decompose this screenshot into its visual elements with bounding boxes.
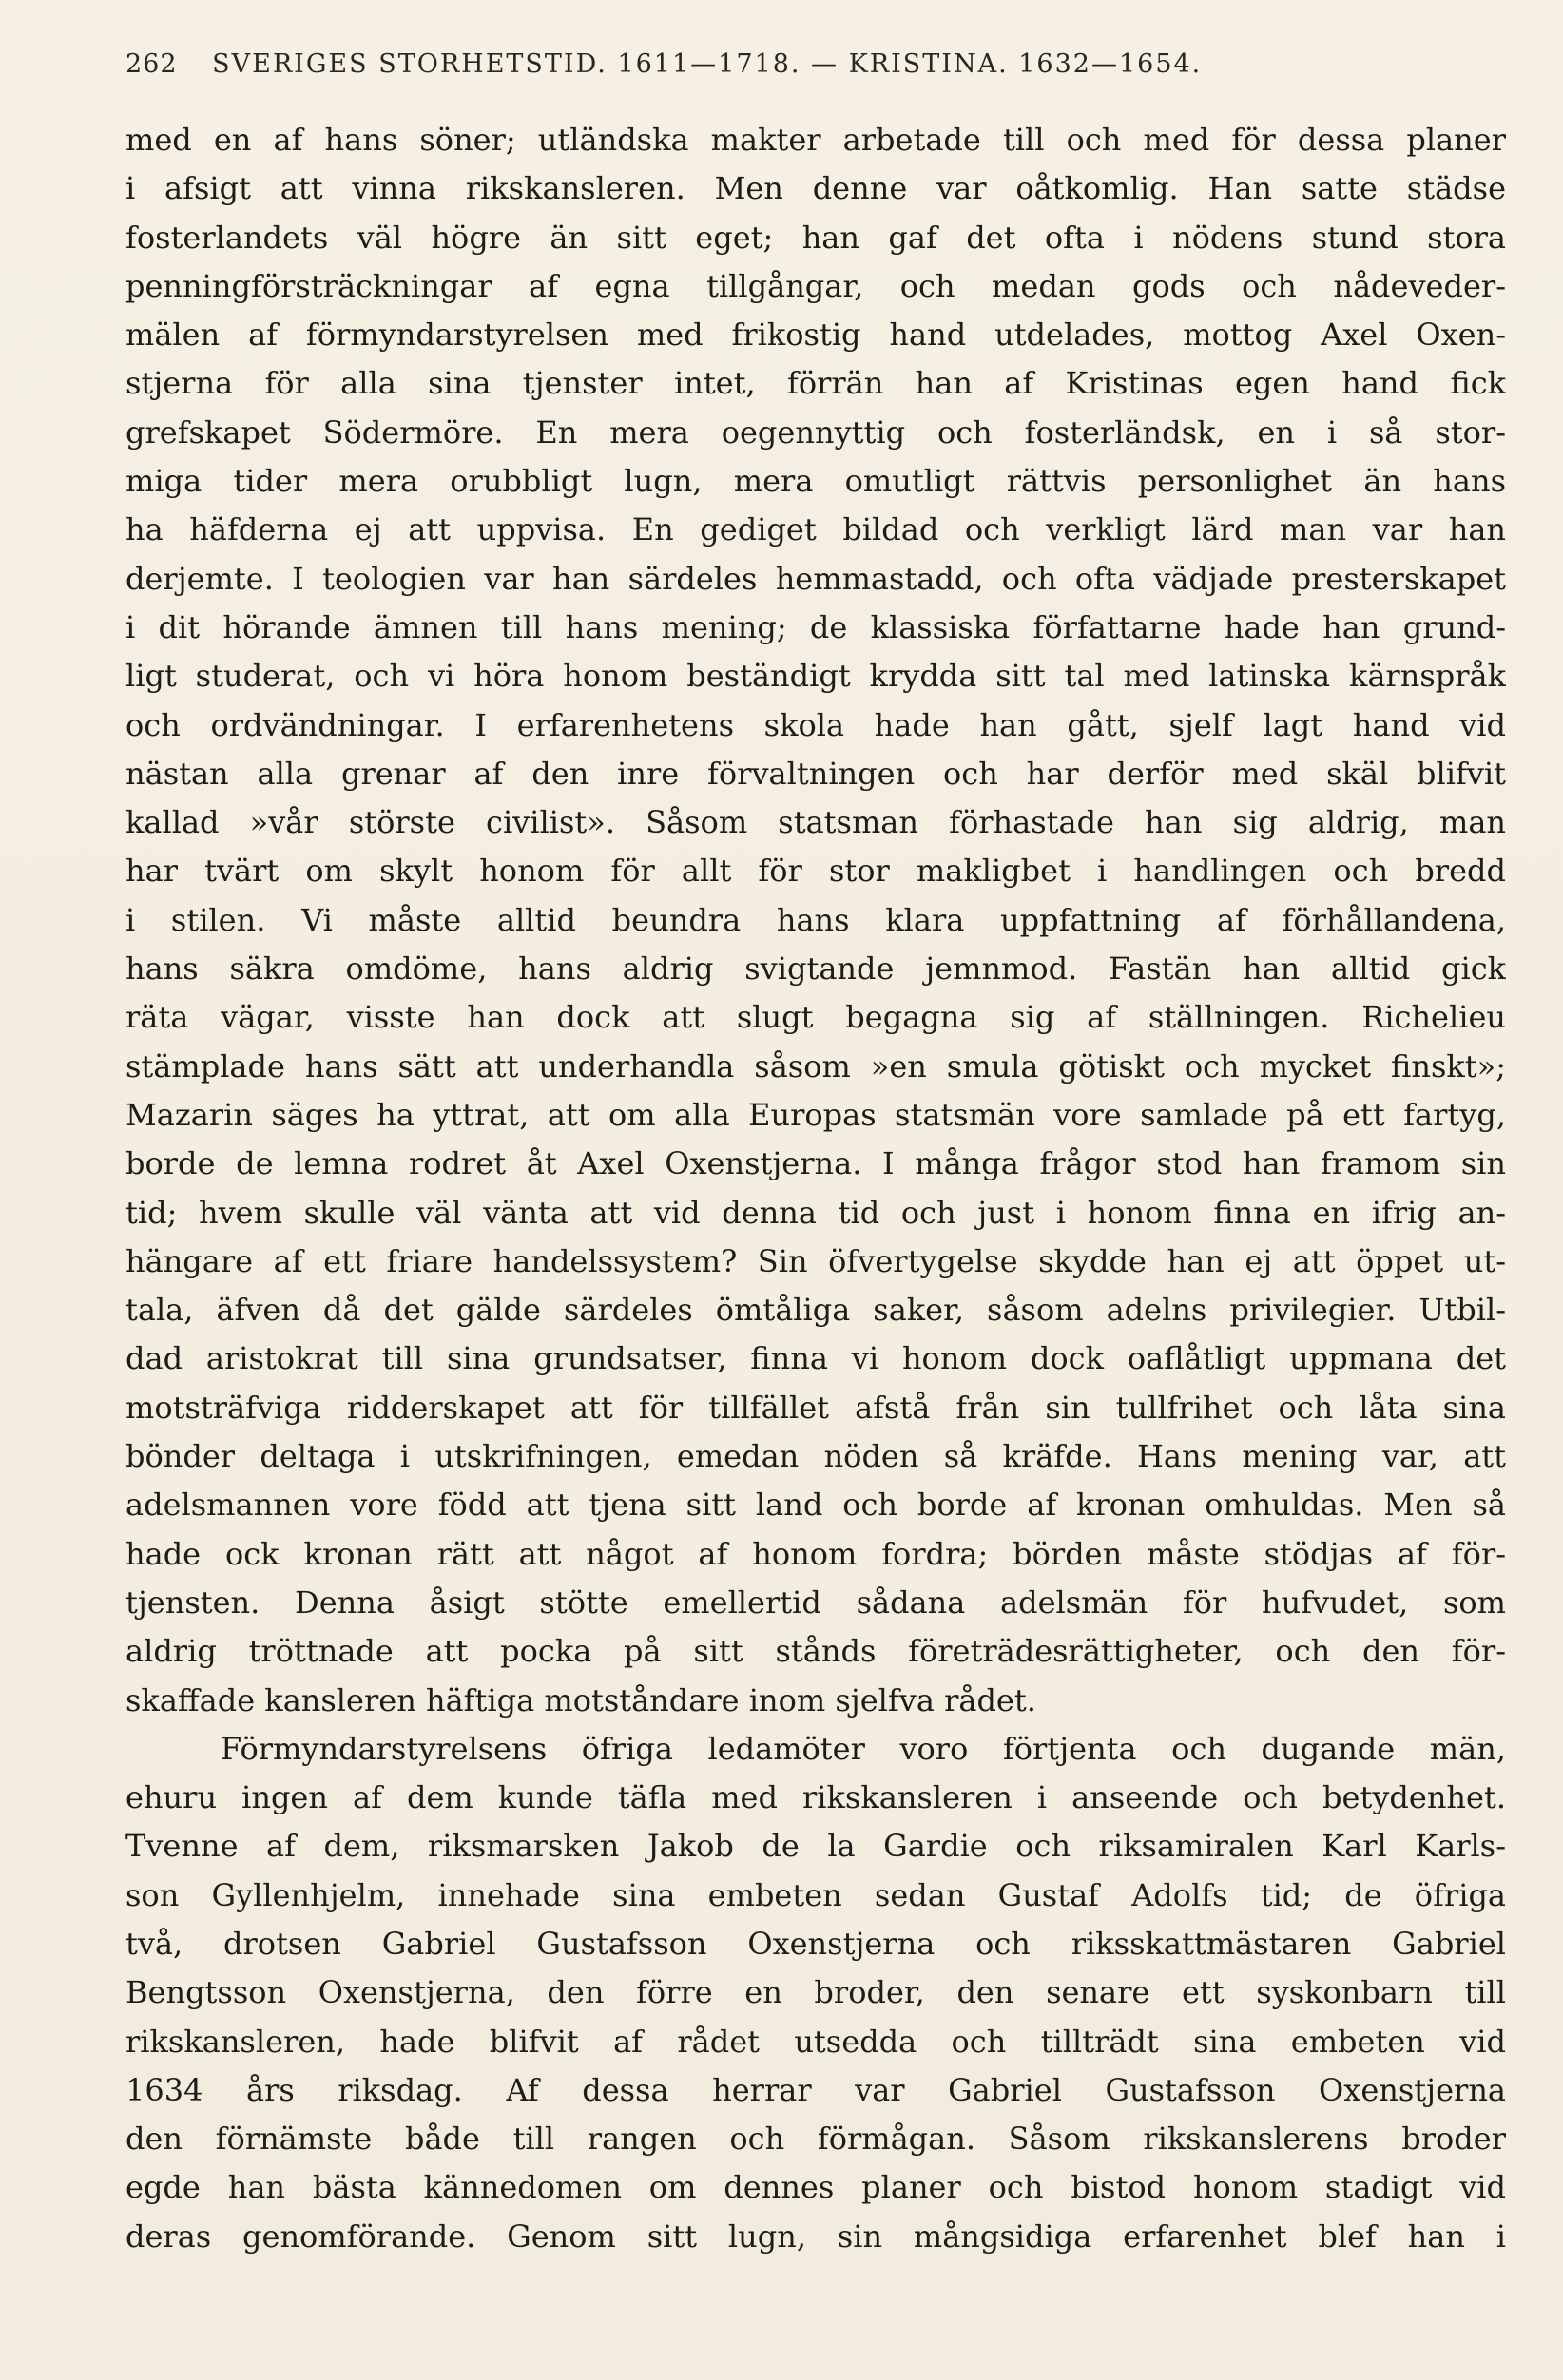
running-title: SVERIGES STORHETSTID. 1611—1718. — KRISTINA. 1632—1654. xyxy=(212,49,1203,79)
text-line: stämplade hans sätt att underhandla såsom »en smula götiskt och mycket finskt»; xyxy=(125,1047,1506,1084)
text-line: bönder deltaga i utskrifningen, emedan nöden så kräfde. Hans mening var, att xyxy=(125,1438,1506,1475)
text-line: adelsmannen vore född att tjena sitt land och borde af kronan omhuldas. Men så xyxy=(125,1487,1506,1524)
text-line: i stilen. Vi måste alltid beundra hans klara uppfattning af förhållandena, xyxy=(125,901,1506,938)
text-line: kallad »vår störste civilist». Såsom statsman förhastade han sig aldrig, man xyxy=(125,804,1506,841)
text-line: penningförsträckningar af egna tillgångar, och medan gods och nådeveder- xyxy=(125,267,1506,304)
text-line: med en af hans söner; utländska makter arbetade till och med för dessa planer xyxy=(125,122,1506,158)
text-line: två, drotsen Gabriel Gustafsson Oxenstjerna och riksskattmästaren Gabriel xyxy=(125,1925,1506,1962)
text-line: Tvenne af dem, riksmarsken Jakob de la Gardie och riksamiralen Karl Karls- xyxy=(125,1828,1506,1865)
text-line: ehuru ingen af dem kunde täfla med rikskansleren i anseende och betydenhet. xyxy=(125,1779,1506,1816)
text-line: i afsigt att vinna rikskansleren. Men denne var oåtkomlig. Han satte städse xyxy=(125,170,1506,207)
text-line: hängare af ett friare handelssystem? Sin öfvertygelse skydde han ej att öppet ut- xyxy=(125,1242,1506,1279)
text-line: miga tider mera orubbligt lugn, mera omutligt rättvis personlighet än hans xyxy=(125,463,1506,500)
text-line: Mazarin säges ha yttrat, att om alla Europas statsmän vore samlade på ett fartyg, xyxy=(125,1096,1506,1133)
text-line: hans säkra omdöme, hans aldrig svigtande jemnmod. Fastän han alltid gick xyxy=(125,950,1506,988)
text-line: tala, äfven då det gälde särdeles ömtåliga saker, såsom adelns privilegier. Utbil- xyxy=(125,1292,1506,1329)
text-line: ha häfderna ej att uppvisa. En gediget bildad och verkligt lärd man var han xyxy=(125,511,1506,548)
text-line: tjensten. Denna åsigt stötte emellertid sådana adelsmän för hufvudet, som xyxy=(125,1583,1506,1621)
text-line: deras genomförande. Genom sitt lugn, sin mångsidiga erfarenhet blef han i xyxy=(125,2217,1506,2255)
text-line: rikskansleren, hade blifvit af rådet utsedda och tillträdt sina embeten vid xyxy=(125,2023,1506,2060)
paragraph-start-line: Förmyndarstyrelsens öfriga ledamöter voro förtjenta och dugande män, xyxy=(221,1730,1506,1767)
text-line: ligt studerat, och vi höra honom beständigt krydda sitt tal med latinska kärnspråk xyxy=(125,658,1506,695)
text-line: son Gyllenhjelm, innehade sina embeten sedan Gustaf Adolfs tid; de öfriga xyxy=(125,1876,1506,1913)
running-header xyxy=(125,49,1495,87)
paragraph-end-line: skaffade kansleren häftiga motståndare inom sjelfva rådet. xyxy=(125,1681,1036,1718)
text-line: och ordvändningar. I erfarenhetens skola hade han gått, sjelf lagt hand vid xyxy=(125,706,1506,743)
text-line: fosterlandets väl högre än sitt eget; han gaf det ofta i nödens stund stora xyxy=(125,219,1506,256)
text-line: Bengtsson Oxenstjerna, den förre en broder, den senare ett syskonbarn till xyxy=(125,1974,1506,2011)
text-line: räta vägar, visste han dock att slugt begagna sig af ställningen. Richelieu xyxy=(125,999,1506,1036)
text-line: grefskapet Södermöre. En mera oegennyttig och fosterländsk, en i så stor- xyxy=(125,413,1506,451)
body-text xyxy=(125,116,1506,2261)
text-line: dad aristokrat till sina grundsatser, finna vi honom dock oaflåtligt uppmana det xyxy=(125,1340,1506,1377)
text-line: 1634 års riksdag. Af dessa herrar var Gabriel Gustafsson Oxenstjerna xyxy=(125,2071,1506,2108)
text-line: stjerna för alla sina tjenster intet, förrän han af Kristinas egen hand fick xyxy=(125,365,1506,402)
text-line: har tvärt om skylt honom för allt för stor makligbet i handlingen och bredd xyxy=(125,853,1506,890)
text-line: mälen af förmyndarstyrelsen med frikostig hand utdelades, mottog Axel Oxen- xyxy=(125,317,1506,354)
text-line: motsträfviga ridderskapet att för tillfället afstå från sin tullfrihet och låta sina xyxy=(125,1389,1506,1426)
text-line: nästan alla grenar af den inre förvaltningen och har derför med skäl blifvit xyxy=(125,755,1506,792)
text-line: tid; hvem skulle väl vänta att vid denna tid och just i honom finna en ifrig an- xyxy=(125,1194,1506,1231)
text-line: aldrig tröttnade att pocka på sitt stånds företrädesrättigheter, och den för- xyxy=(125,1633,1506,1670)
page-number: 262 xyxy=(125,49,178,79)
text-line: derjemte. I teologien var han särdeles hemmastadd, och ofta vädjade presterskapet xyxy=(125,560,1506,597)
text-line: egde han bästa kännedomen om dennes planer och bistod honom stadigt vid xyxy=(125,2169,1506,2206)
text-line: borde de lemna rodret åt Axel Oxenstjerna. I många frågor stod han framom sin xyxy=(125,1145,1506,1182)
text-line: hade ock kronan rätt att något af honom fordra; börden måste stödjas af för- xyxy=(125,1535,1506,1572)
text-line: den förnämste både till rangen och förmågan. Såsom rikskanslerens broder xyxy=(125,2121,1506,2158)
text-line: i dit hörande ämnen till hans mening; de klassiska författarne hade han grund- xyxy=(125,608,1506,645)
